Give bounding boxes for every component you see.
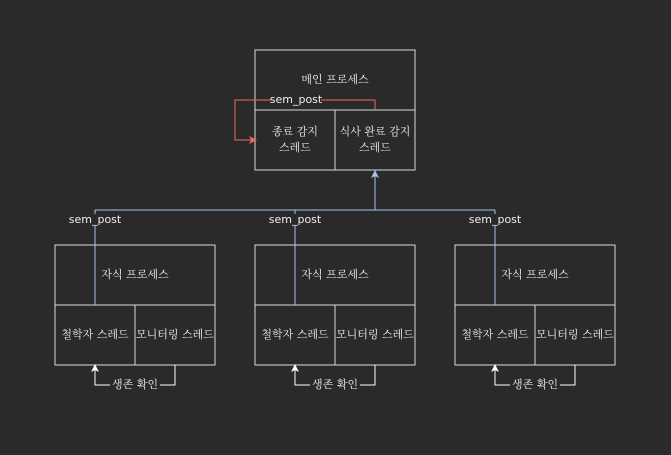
child-sem-post-label: sem_post xyxy=(68,213,122,226)
main-process xyxy=(235,50,415,170)
child-process-title: 자식 프로세스 xyxy=(501,268,569,281)
survival-check-label: 생존 확인 xyxy=(111,378,159,391)
sem-post-bus xyxy=(95,174,495,210)
philosopher-thread-label: 철학자 스레드 xyxy=(261,328,329,341)
philosopher-thread-label: 철학자 스레드 xyxy=(461,328,529,341)
child-process-3 xyxy=(455,210,615,392)
monitoring-thread-label: 모니터링 스레드 xyxy=(136,328,214,341)
child-sem-post-label: sem_post xyxy=(468,213,522,226)
termination-thread-label-1: 종료 감지 xyxy=(271,125,319,138)
monitoring-thread-label: 모니터링 스레드 xyxy=(536,328,614,341)
main-process-title: 메인 프로세스 xyxy=(301,73,369,86)
child-process-2 xyxy=(255,210,415,392)
philosopher-thread-label: 철학자 스레드 xyxy=(61,328,129,341)
child-process-title: 자식 프로세스 xyxy=(101,268,169,281)
meal-thread-label-2: 스레드 xyxy=(359,141,391,154)
child-process-1 xyxy=(55,210,215,392)
child-process-title: 자식 프로세스 xyxy=(301,268,369,281)
monitoring-thread-label: 모니터링 스레드 xyxy=(336,328,414,341)
child-sem-post-label: sem_post xyxy=(268,213,322,226)
meal-thread-label-1: 식사 완료 감지 xyxy=(339,125,411,138)
termination-thread-label-2: 스레드 xyxy=(279,141,311,154)
survival-check-label: 생존 확인 xyxy=(311,378,359,391)
survival-check-label: 생존 확인 xyxy=(511,378,559,391)
main-sem-post-label: sem_post xyxy=(269,93,323,106)
